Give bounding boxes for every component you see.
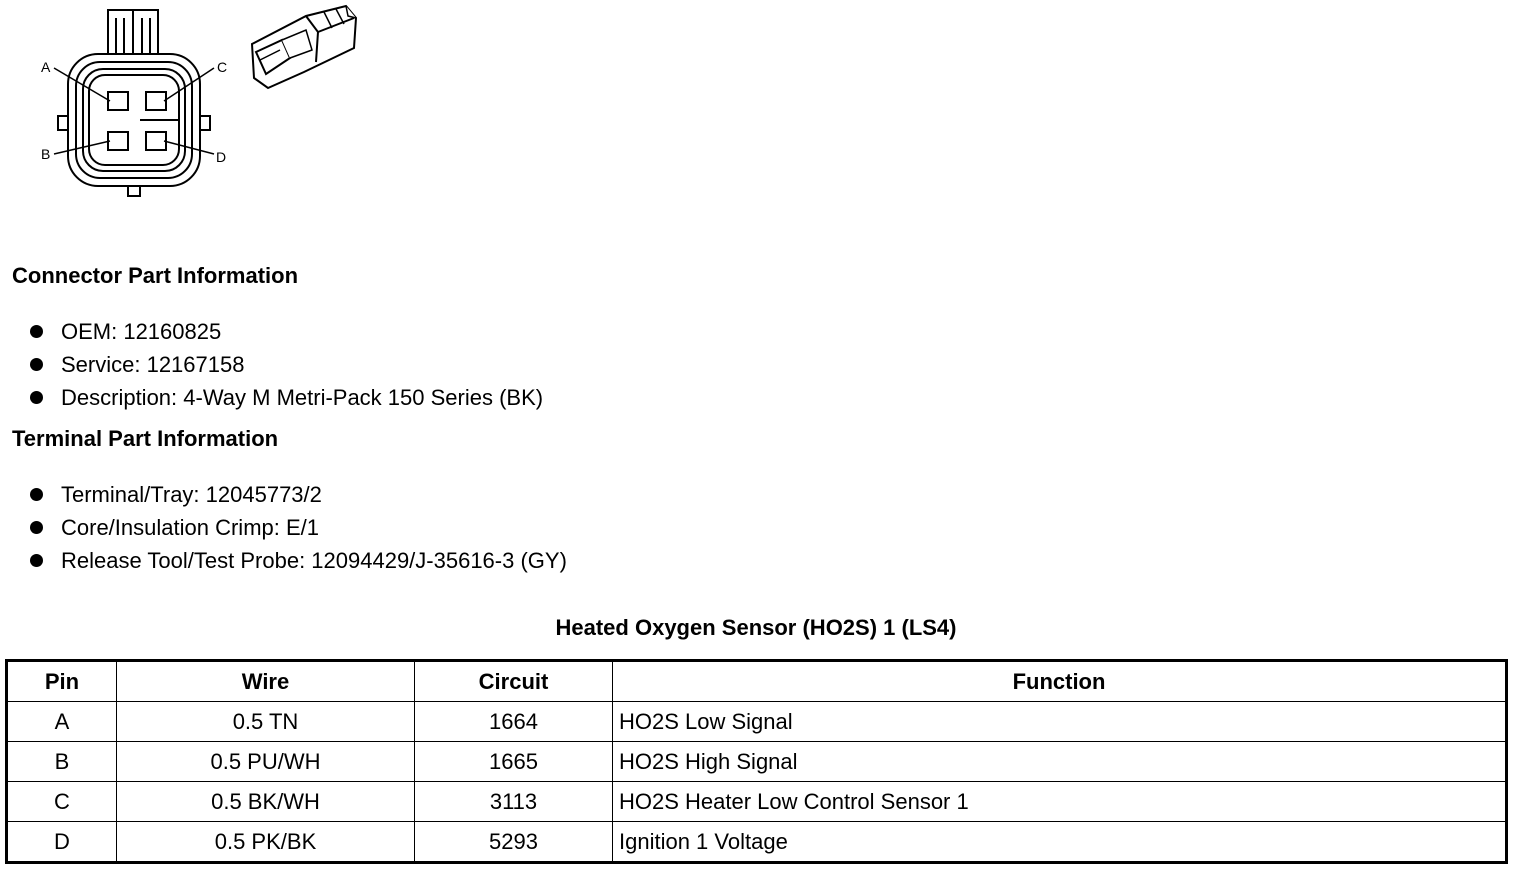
- cell-wire: 0.5 TN: [117, 702, 415, 742]
- cell-circuit: 1664: [415, 702, 613, 742]
- cell-wire: 0.5 PK/BK: [117, 822, 415, 863]
- list-item: [28, 348, 543, 381]
- cell-wire: 0.5 BK/WH: [117, 782, 415, 822]
- bullet-icon: [30, 554, 43, 567]
- bullet-icon: [30, 325, 43, 338]
- table-header-row: [7, 661, 1507, 702]
- cell-pin: A: [7, 702, 117, 742]
- cell-circuit: 3113: [415, 782, 613, 822]
- terminal-info-heading: Terminal Part Information: [12, 426, 279, 451]
- pinout-table: [5, 659, 1508, 864]
- terminal-tray: Terminal/Tray: 12045773/2: [61, 482, 322, 507]
- pin-label-c: C: [217, 59, 228, 75]
- pin-label-d: D: [216, 149, 227, 165]
- table-row: [7, 822, 1507, 863]
- cell-pin: B: [7, 742, 117, 782]
- table-row: [7, 782, 1507, 822]
- bullet-icon: [30, 521, 43, 534]
- table-row: [7, 742, 1507, 782]
- cell-wire: 0.5 PU/WH: [117, 742, 415, 782]
- cell-function: HO2S Heater Low Control Sensor 1: [613, 782, 1507, 822]
- terminal-crimp: Core/Insulation Crimp: E/1: [61, 515, 319, 540]
- header-pin: Pin: [7, 661, 117, 702]
- bullet-icon: [30, 358, 43, 371]
- list-item: [28, 315, 543, 348]
- bullet-icon: [30, 391, 43, 404]
- cell-function: HO2S Low Signal: [613, 702, 1507, 742]
- list-item: [28, 478, 567, 511]
- connector-description: Description: 4-Way M Metri-Pack 150 Series (BK): [61, 385, 544, 410]
- table-title: Heated Oxygen Sensor (HO2S) 1 (LS4): [555, 615, 957, 640]
- cell-pin: C: [7, 782, 117, 822]
- connector-isometric-illustration: [248, 2, 360, 94]
- connector-info-list: [28, 315, 543, 414]
- cell-pin: D: [7, 822, 117, 863]
- terminal-info-list: [28, 478, 567, 577]
- bullet-icon: [30, 488, 43, 501]
- pin-label-b: B: [41, 146, 51, 162]
- cell-function: HO2S High Signal: [613, 742, 1507, 782]
- cell-circuit: 1665: [415, 742, 613, 782]
- connector-info-heading: Connector Part Information: [12, 263, 299, 288]
- header-circuit: Circuit: [415, 661, 613, 702]
- connector-face-diagram: [30, 4, 240, 204]
- table-row: [7, 702, 1507, 742]
- terminal-release-tool: Release Tool/Test Probe: 12094429/J-35616-3 (GY): [61, 548, 567, 573]
- header-function: Function: [613, 661, 1507, 702]
- connector-oem: OEM: 12160825: [61, 319, 222, 344]
- pin-label-a: A: [41, 59, 51, 75]
- list-item: [28, 381, 543, 414]
- connector-service: Service: 12167158: [61, 352, 245, 377]
- cell-circuit: 5293: [415, 822, 613, 863]
- list-item: [28, 511, 567, 544]
- header-wire: Wire: [117, 661, 415, 702]
- list-item: [28, 544, 567, 577]
- cell-function: Ignition 1 Voltage: [613, 822, 1507, 863]
